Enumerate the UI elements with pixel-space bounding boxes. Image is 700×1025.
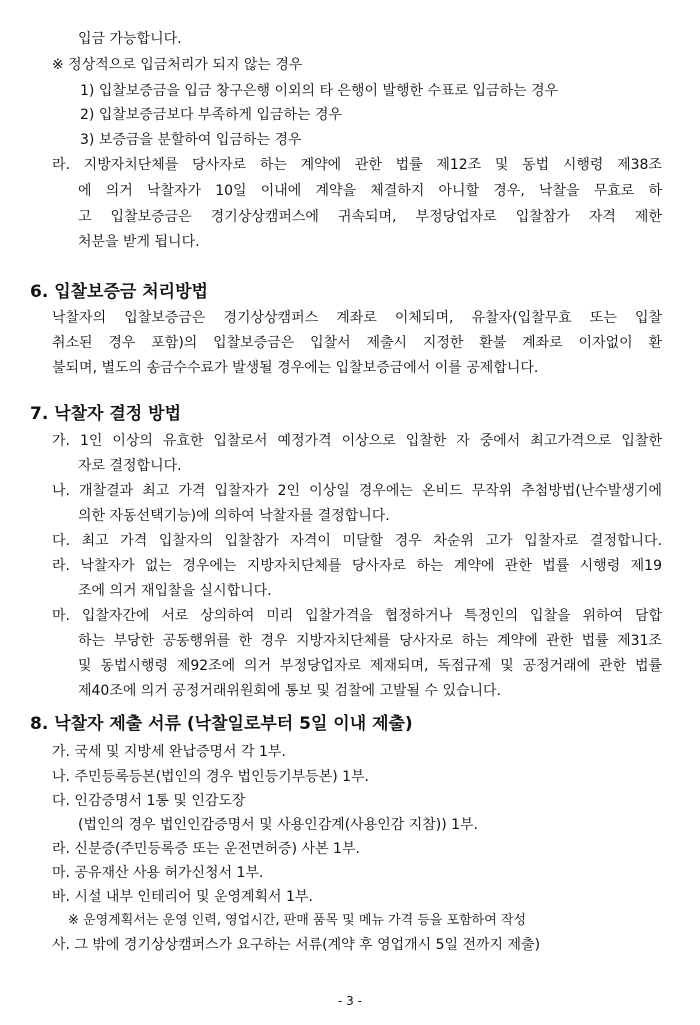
section-7-line: 가. 1인 이상의 유효한 입찰로서 예정가격 이상으로 입찰한 자 중에서 최고가격으로 입찰한 (52, 433, 662, 449)
intro-note-item: 3) 보증금을 분할하여 입금하는 경우 (80, 132, 302, 148)
section-8-line: 사. 그 밖에 경기상상캠퍼스가 요구하는 서류(계약 후 영업개시 5일 전까지 제출) (52, 937, 541, 953)
section-7-line: 라. 낙찰자가 없는 경우에는 지방자치단체를 당사자로 하는 계약에 관한 법률 시행령 제19 (52, 558, 662, 574)
section-7-heading: 7. 낙찰자 결정 방법 (30, 404, 181, 424)
section-7-line: 다. 최고 가격 입찰자의 입찰참가 자격이 미달할 경우 차순위 고가 입찰자로 결정합니다. (52, 533, 662, 549)
section-8-line: 나. 주민등록등본(법인의 경우 법인등기부등본) 1부. (52, 769, 370, 785)
section-7-line: 자로 결정합니다. (78, 458, 182, 474)
section-8-line: 바. 시설 내부 인테리어 및 운영계획서 1부. (52, 889, 313, 905)
section-6-line: 취소된 경우 포함)의 입찰보증금은 입찰서 제출시 지정한 환불 계좌로 이자없이 환 (52, 335, 662, 351)
section-7-line: 의한 자동선택기능)에 의하여 낙찰자를 결정합니다. (78, 508, 390, 524)
section-8-heading: 8. 낙찰자 제출 서류 (낙찰일로부터 5일 이내 제출) (30, 714, 413, 734)
section-6-heading: 6. 입찰보증금 처리방법 (30, 282, 208, 302)
page-number: - 3 - (338, 994, 362, 1008)
section-7-line: 나. 개찰결과 최고 가격 입찰자가 2인 이상일 경우에는 온비드 무작위 추첨방법(난수발생기에 (52, 483, 662, 499)
section-7-line: 및 동법시행령 제92조에 의거 부정당업자로 제재되며, 독점규제 및 공정거래에 관한 법률 (78, 658, 662, 674)
section-8-line: 다. 인감증명서 1통 및 인감도장 (52, 793, 246, 809)
section-8-line: 가. 국세 및 지방세 완납증명서 각 1부. (52, 744, 286, 760)
intro-continuation: 입금 가능합니다. (78, 31, 182, 47)
intro-ra-line: 처분을 받게 됩니다. (78, 234, 200, 250)
intro-note-title: ※ 정상적으로 입금처리가 되지 않는 경우 (52, 57, 303, 73)
section-8-line: (법인의 경우 법인인감증명서 및 사용인감계(사용인감 지참)) 1부. (78, 817, 479, 833)
intro-ra-line: 고 입찰보증금은 경기상상캠퍼스에 귀속되며, 부정당업자로 입찰참가 자격 제한 (78, 209, 662, 225)
section-8-line: 라. 신분증(주민등록증 또는 운전면허증) 사본 1부. (52, 841, 360, 857)
section-8-note: ※ 운영계획서는 운영 인력, 영업시간, 판매 품목 및 메뉴 가격 등을 포함하여 작성 (68, 913, 527, 928)
section-6-line: 불되며, 별도의 송금수수료가 발생될 경우에는 입찰보증금에서 이를 공제합니다. (52, 360, 539, 376)
section-7-line: 하는 부당한 공동행위를 한 경우 지방자치단체를 당사자로 하는 계약에 관한 법률 제31조 (78, 633, 662, 649)
section-6-line: 낙찰자의 입찰보증금은 경기상상캠퍼스 계좌로 이체되며, 유찰자(입찰무효 또는 입찰 (52, 310, 662, 326)
intro-ra-line: 라. 지방자치단체를 당사자로 하는 계약에 관한 법률 제12조 및 동법 시행령 제38조 (52, 157, 662, 173)
intro-note-item: 2) 입찰보증금보다 부족하게 입금하는 경우 (80, 107, 343, 123)
section-7-line: 마. 입찰자간에 서로 상의하여 미리 입찰가격을 협정하거나 특정인의 입찰을 위하여 담합 (52, 608, 662, 624)
intro-ra-line: 에 의거 낙찰자가 10일 이내에 계약을 체결하지 아니할 경우, 낙찰을 무효로 하 (78, 183, 662, 199)
section-8-line: 마. 공유재산 사용 허가신청서 1부. (52, 865, 264, 881)
intro-note-item: 1) 입찰보증금을 입금 창구은행 이외의 타 은행이 발행한 수표로 입금하는 경우 (80, 83, 559, 99)
section-7-line: 제40조에 의거 공정거래위원회에 통보 및 검찰에 고발될 수 있습니다. (78, 683, 502, 699)
section-7-line: 조에 의거 재입찰을 실시합니다. (78, 583, 272, 599)
